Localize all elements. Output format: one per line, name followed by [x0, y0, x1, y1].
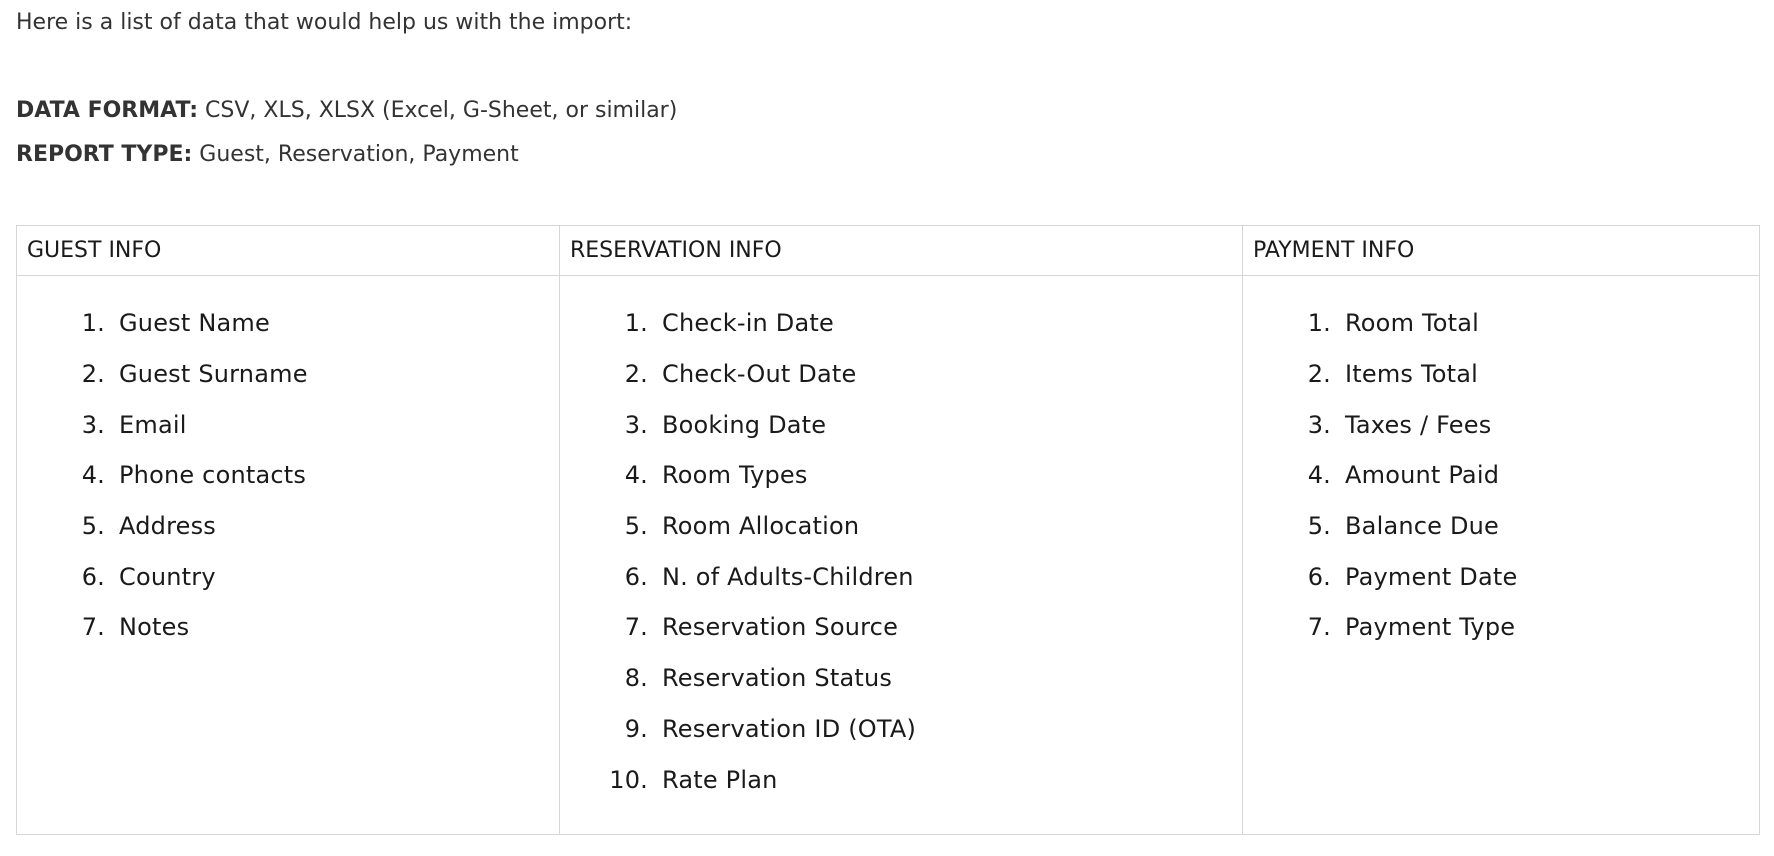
list-item-number: 2.	[624, 360, 648, 389]
list-item-text: Guest Surname	[119, 360, 308, 389]
list-item-number: 3.	[81, 410, 105, 439]
data-format-label: DATA FORMAT:	[16, 98, 199, 123]
list-item	[17, 450, 559, 501]
list-item-number: 4.	[81, 461, 105, 490]
list-item	[1243, 349, 1759, 400]
list-item-number: 6.	[81, 562, 105, 591]
list-item	[560, 653, 1242, 704]
list-item-text: Reservation Status	[662, 664, 893, 693]
list-item	[17, 551, 559, 602]
list-item	[560, 551, 1242, 602]
report-type-value: Guest, Reservation, Payment	[192, 142, 519, 167]
list-item-text: Check-in Date	[662, 309, 834, 338]
list-item-number: 1.	[624, 309, 648, 338]
list-item	[560, 754, 1242, 805]
list-item-number: 2.	[81, 360, 105, 389]
list-item-number: 5.	[624, 512, 648, 541]
list-item	[560, 501, 1242, 552]
list-item-text: Room Total	[1345, 309, 1480, 338]
list-item-text: Payment Date	[1345, 562, 1518, 591]
list-item	[560, 399, 1242, 450]
list-item-number: 7.	[624, 613, 648, 642]
list-item-number: 10.	[609, 765, 648, 794]
list-item	[17, 501, 559, 552]
list-item-text: Check-Out Date	[662, 360, 857, 389]
data-format-line	[16, 96, 677, 126]
list-item-text: Amount Paid	[1345, 461, 1500, 490]
list-item	[17, 298, 559, 349]
list-item-number: 2.	[1307, 360, 1331, 389]
import-data-table	[16, 225, 1760, 835]
list-item-text: Guest Name	[119, 309, 270, 338]
list-item-number: 1.	[1307, 309, 1331, 338]
reservation-info-header: RESERVATION INFO	[560, 226, 1243, 276]
list-item	[1243, 298, 1759, 349]
list-item	[1243, 551, 1759, 602]
list-item-text: Room Types	[662, 461, 808, 490]
list-item-number: 1.	[81, 309, 105, 338]
list-item-number: 8.	[624, 664, 648, 693]
list-item-text: Email	[119, 410, 187, 439]
list-item-number: 3.	[624, 410, 648, 439]
list-item	[560, 349, 1242, 400]
list-item	[1243, 399, 1759, 450]
list-item-text: Payment Type	[1345, 613, 1516, 642]
list-item-number: 9.	[624, 714, 648, 743]
list-item-text: Address	[119, 512, 216, 541]
guest-info-list	[17, 276, 559, 653]
guest-info-cell	[17, 276, 560, 835]
list-item-text: Booking Date	[662, 410, 827, 439]
list-item-text: Items Total	[1345, 360, 1479, 389]
list-item	[560, 298, 1242, 349]
list-item	[560, 450, 1242, 501]
list-item	[1243, 450, 1759, 501]
list-item-number: 7.	[1307, 613, 1331, 642]
list-item-text: Balance Due	[1345, 512, 1500, 541]
report-type-label: REPORT TYPE:	[16, 142, 193, 167]
list-item-number: 3.	[1307, 410, 1331, 439]
list-item	[17, 399, 559, 450]
payment-info-cell	[1243, 276, 1760, 835]
list-item-text: Phone contacts	[119, 461, 307, 490]
list-item	[560, 602, 1242, 653]
payment-info-header: PAYMENT INFO	[1243, 226, 1760, 276]
list-item-text: Notes	[119, 613, 190, 642]
list-item-text: Reservation ID (OTA)	[662, 714, 917, 743]
list-item-text: N. of Adults-Children	[662, 562, 914, 591]
list-item-text: Country	[119, 562, 216, 591]
list-item-text: Reservation Source	[662, 613, 899, 642]
list-item	[1243, 602, 1759, 653]
reservation-info-cell	[560, 276, 1243, 835]
list-item-number: 7.	[81, 613, 105, 642]
list-item-number: 5.	[81, 512, 105, 541]
list-item-number: 6.	[1307, 562, 1331, 591]
list-item	[17, 602, 559, 653]
table-header-row	[17, 226, 1760, 276]
data-format-value: CSV, XLS, XLSX (Excel, G-Sheet, or similar)	[198, 98, 678, 123]
table-body-row	[17, 276, 1760, 835]
list-item	[1243, 501, 1759, 552]
list-item	[560, 704, 1242, 755]
list-item-number: 6.	[624, 562, 648, 591]
list-item-text: Rate Plan	[662, 765, 778, 794]
reservation-info-list	[560, 276, 1242, 805]
list-item-text: Room Allocation	[662, 512, 860, 541]
list-item-number: 4.	[1307, 461, 1331, 490]
list-item-text: Taxes / Fees	[1345, 410, 1492, 439]
guest-info-header: GUEST INFO	[17, 226, 560, 276]
list-item	[17, 349, 559, 400]
report-type-line	[16, 140, 519, 170]
intro-text: Here is a list of data that would help us with the import:	[16, 10, 633, 35]
list-item-number: 5.	[1307, 512, 1331, 541]
payment-info-list	[1243, 276, 1759, 653]
list-item-number: 4.	[624, 461, 648, 490]
